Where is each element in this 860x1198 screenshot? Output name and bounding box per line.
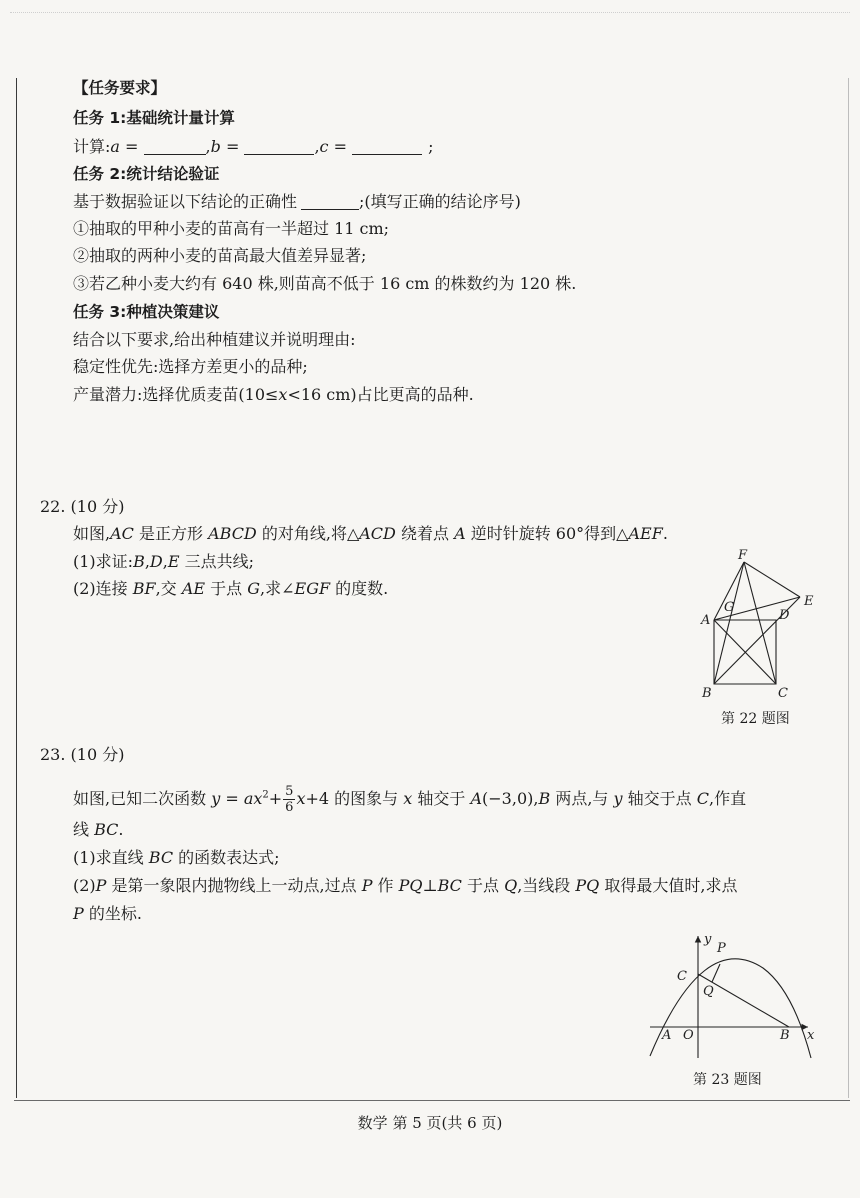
point-Q: Q [504, 876, 518, 895]
conclusion-1: ①抽取的甲种小麦的苗高有一半超过 11 cm; [73, 219, 390, 238]
seg-PQ: PQ [398, 876, 423, 895]
point-B: B [538, 789, 551, 808]
bottom-rule [14, 1100, 850, 1101]
text: 于点 [461, 876, 505, 895]
blank-b [244, 138, 314, 155]
fraction-5-6 [283, 784, 295, 815]
q23-header [40, 745, 124, 765]
text: 的函数表达式; [173, 848, 280, 867]
prompt-text: 基于数据验证以下结论的正确性 [73, 192, 298, 211]
comma: , [205, 137, 211, 156]
line-BC: BC [148, 848, 174, 867]
point-G: G [247, 579, 261, 598]
point-A: A [454, 524, 466, 543]
text: ,作直 [708, 789, 747, 808]
text: 的图象与 [329, 789, 404, 808]
left-margin-rule [16, 78, 17, 1098]
blank-a [144, 138, 206, 155]
label-x: x [807, 1028, 815, 1043]
label-A: A [701, 613, 711, 628]
text: ,当线段 [517, 876, 576, 895]
func-const: +4 [305, 789, 330, 808]
task2-prompt [73, 192, 521, 212]
text: 是正方形 [133, 524, 209, 543]
text: 两点,与 [550, 789, 614, 808]
task3-title: 任务 3:种植决策建议 [73, 303, 220, 321]
comma: , [314, 137, 320, 156]
q23-stem [73, 784, 746, 815]
perp-symbol: ⊥ [422, 876, 438, 895]
task3-line3 [73, 385, 474, 405]
label-C: C [677, 969, 687, 984]
numerator: 5 [285, 784, 294, 799]
q23-part2 [73, 876, 737, 896]
q23-part2-cont [73, 904, 142, 924]
tri-ACD: ACD [359, 524, 396, 543]
q23-figure [640, 928, 825, 1068]
blank-c [352, 138, 422, 155]
func-y: y [211, 789, 221, 808]
section-header: 【任务要求】 [73, 79, 167, 97]
text: 于点 [205, 579, 248, 598]
label-y: y [704, 932, 712, 947]
conclusion-3: ③若乙种小麦大约有 640 株,则苗高不低于 16 cm 的株数约为 120 株. [73, 274, 577, 293]
eq-sign: = [328, 137, 353, 156]
text: 轴交于点 [622, 789, 697, 808]
q23-number: 23. [40, 745, 66, 764]
line3-text-end: <16 cm)占比更高的品种. [287, 385, 474, 404]
text: 如图,已知二次函数 [73, 789, 212, 808]
eq-sign: = [119, 137, 144, 156]
q23-part1 [73, 848, 280, 868]
var-b: b [210, 137, 221, 156]
conclusion-2: ②抽取的两种小麦的苗高最大值差异显著; [73, 246, 367, 265]
plus: + [268, 789, 283, 808]
q23-caption: 第 23 题图 [693, 1072, 762, 1088]
text: 线 [73, 820, 95, 839]
label-P: P [717, 941, 726, 956]
text: (1)求直线 [73, 848, 149, 867]
text: (1)求证: [73, 552, 134, 571]
task3-line2: 稳定性优先:选择方差更小的品种; [73, 357, 308, 376]
seg-AC: AC [110, 524, 134, 543]
coord-A: (−3,0) [482, 789, 534, 808]
square-ABCD: ABCD [208, 524, 257, 543]
q22-caption: 第 22 题图 [721, 711, 790, 727]
tri-AEF: AEF [628, 524, 663, 543]
top-dotted-line [10, 12, 850, 13]
task2-title: 任务 2:统计结论验证 [73, 165, 220, 183]
q23-points: (10 分) [70, 745, 125, 764]
point-C: C [696, 789, 709, 808]
line3-text: 产量潜力:选择优质麦苗(10≤ [73, 385, 279, 404]
eq-sign: = [220, 137, 245, 156]
semicolon: ; [428, 137, 434, 156]
point-A: A [470, 789, 483, 808]
point-B: B [133, 552, 145, 571]
text: 如图, [73, 524, 111, 543]
text: 的度数. [330, 579, 389, 598]
text: 轴交于 [412, 789, 471, 808]
page-footer: 数学 第 5 页(共 6 页) [357, 1114, 503, 1132]
task3-line1: 结合以下要求,给出种植建议并说明理由: [73, 330, 356, 349]
label-C: C [778, 686, 788, 701]
line-bc [698, 974, 789, 1027]
seg-BF: BF [132, 579, 156, 598]
line-BC: BC [94, 820, 119, 839]
task1-calc-line [73, 137, 433, 157]
text: ,交 [155, 579, 182, 598]
var-x: x [278, 385, 288, 404]
label-F: F [738, 548, 748, 563]
q22-figure [690, 545, 830, 705]
text: ,求∠ [260, 579, 295, 598]
segment-fc [744, 562, 776, 684]
text: 的坐标. [83, 904, 142, 923]
task1-title: 任务 1:基础统计量计算 [73, 109, 235, 127]
point-P: P [95, 876, 107, 895]
parabola [650, 959, 811, 1058]
label-Q: Q [703, 984, 714, 999]
q22-stem [73, 524, 668, 544]
text: (2) [73, 876, 96, 895]
line-BC: BC [437, 876, 462, 895]
func-x: x [296, 789, 306, 808]
calc-prefix: 计算: [73, 137, 111, 156]
text: (2)连接 [73, 579, 133, 598]
q22-part2 [73, 579, 388, 599]
text: 逆时针旋转 60°得到△ [465, 524, 629, 543]
q23-stem-cont [73, 820, 123, 840]
point-E: E [167, 552, 180, 571]
var-c: c [319, 137, 329, 156]
point-P: P [73, 904, 84, 923]
text: , [533, 789, 539, 808]
text: . [118, 820, 124, 839]
y-var: y [613, 789, 623, 808]
blank-conclusion [301, 193, 359, 210]
x-var: x [403, 789, 413, 808]
prompt-note: ;(填写正确的结论序号) [359, 192, 521, 211]
segment-pq [712, 964, 720, 982]
q22-number: 22. [40, 497, 66, 516]
right-margin-rule [848, 78, 849, 1098]
q22-part1: (1)求证:B,D,E 三点共线; [73, 552, 255, 571]
label-G: G [724, 600, 735, 615]
q22-points: (10 分) [70, 497, 125, 516]
text: 的对角线,将△ [256, 524, 360, 543]
eq: = [220, 789, 244, 808]
label-D: D [779, 608, 790, 623]
q22-header [40, 497, 124, 517]
seg-PQ: PQ [575, 876, 600, 895]
point-P: P [361, 876, 373, 895]
text: 三点共线; [179, 552, 255, 571]
func-ax: ax [243, 789, 263, 808]
label-A: A [662, 1028, 672, 1043]
text: . [662, 524, 668, 543]
label-B: B [702, 686, 712, 701]
text: 作 [372, 876, 399, 895]
text: 绕着点 [395, 524, 455, 543]
label-O: O [683, 1028, 694, 1043]
angle-EGF: EGF [294, 579, 331, 598]
var-a: a [110, 137, 120, 156]
segment-fe [744, 562, 800, 597]
exp-2: 2 [262, 789, 269, 801]
seg-AE: AE [181, 579, 206, 598]
text: 取得最大值时,求点 [599, 876, 738, 895]
label-B: B [780, 1028, 790, 1043]
point-D: D [149, 552, 163, 571]
text: 是第一象限内抛物线上一动点,过点 [106, 876, 362, 895]
label-E: E [804, 594, 814, 609]
segment-bf [714, 562, 744, 684]
denominator: 6 [285, 800, 294, 815]
